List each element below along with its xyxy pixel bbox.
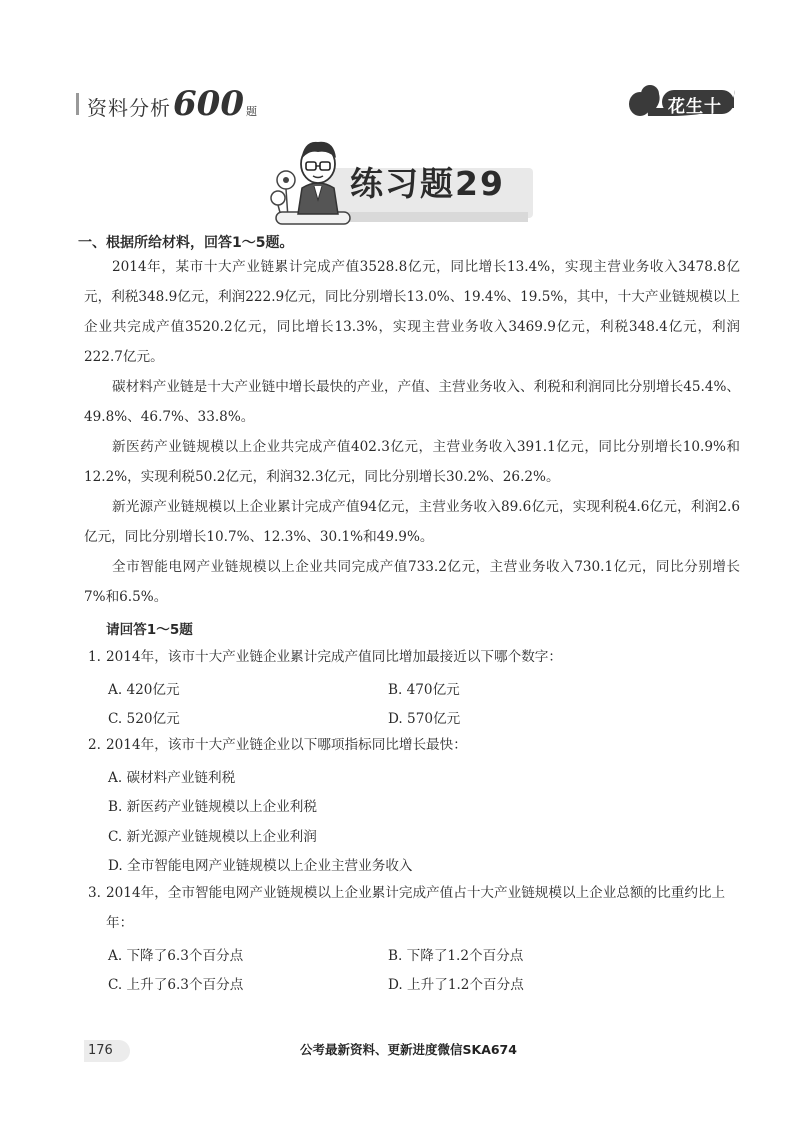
question-3-option-c[interactable]: C. 上升了6.3个百分点	[108, 977, 244, 993]
question-number: 2.	[88, 737, 101, 753]
material-paragraph-3: 新医药产业链规模以上企业共完成产值402.3亿元，主营业务收入391.1亿元，同比分别增长10.9%和12.2%，实现利税50.2亿元，利润32.3亿元，同比分别增长30.2%、26.2%。	[84, 439, 740, 485]
question-3-option-a[interactable]: A. 下降了6.3个百分点	[108, 948, 244, 964]
question-number: 3.	[88, 885, 101, 901]
questions-subheading: 请回答1～5题	[106, 622, 193, 638]
page-number-tab	[70, 1036, 130, 1064]
section-heading: 一、根据所给材料，回答1～5题。	[78, 235, 294, 251]
question-3-option-b[interactable]: B. 下降了1.2个百分点	[388, 948, 524, 964]
question-2-option-d[interactable]: D. 全市智能电网产业链规模以上企业主营业务收入	[108, 858, 413, 874]
book-title-suffix: 题	[245, 105, 257, 118]
material-paragraph-5: 全市智能电网产业链规模以上企业共同完成产值733.2亿元，主营业务收入730.1亿元，同比分别增长7%和6.5%。	[84, 559, 740, 605]
teacher-cartoon-icon	[268, 128, 358, 228]
question-2-option-a[interactable]: A. 碳材料产业链利税	[108, 770, 236, 786]
question-text: 2014年，该市十大产业链企业以下哪项指标同比增长最快：	[106, 737, 467, 753]
material-paragraph-1: 2014年，某市十大产业链累计完成产值3528.8亿元，同比增长13.4%，实现主营业务收入3478.8亿元，利税348.9亿元，利润222.9亿元，同比分别增长13.0%、19.4%、19.5%，其中，十大产业链规模以上企业共完成产值3520.2亿元，同比增长13.3%，实现主营业务收入3469.9亿元，利税348.4亿元，利润222.7亿元。	[84, 259, 740, 365]
question-2-option-b[interactable]: B. 新医药产业链规模以上企业利税	[108, 799, 317, 815]
question-1-option-a[interactable]: A. 420亿元	[108, 682, 180, 698]
title-bar-divider	[76, 93, 79, 115]
footer-note: 公考最新资料、更新进度微信SKA674	[300, 1042, 517, 1057]
material-paragraph-2: 碳材料产业链是十大产业链中增长最快的产业，产值、主营业务收入、利税和利润同比分别增长45.4%、49.8%、46.7%、33.8%。	[84, 379, 740, 425]
exercise-banner	[268, 128, 538, 228]
banner-shadow	[338, 212, 528, 222]
page-number: 176	[88, 1043, 113, 1058]
book-title-number: 600	[173, 84, 244, 124]
question-1-option-b[interactable]: B. 470亿元	[388, 682, 460, 698]
question-text: 2014年，该市十大产业链企业累计完成产值同比增加最接近以下哪个数字：	[106, 649, 562, 665]
question-1	[88, 642, 740, 672]
question-3-option-d[interactable]: D. 上升了1.2个百分点	[388, 977, 524, 993]
question-text: 2014年，全市智能电网产业链规模以上企业累计完成产值占十大产业链规模以上企业总额的比重约比上年：	[106, 885, 726, 931]
material-paragraph-4: 新光源产业链规模以上企业累计完成产值94亿元，主营业务收入89.6亿元，实现利税4.6亿元，利润2.6亿元，同比分别增长10.7%、12.3%、30.1%和49.9%。	[84, 499, 740, 545]
question-2	[88, 730, 740, 760]
question-number: 1.	[88, 649, 101, 665]
brand-logo	[628, 84, 738, 142]
question-2-option-c[interactable]: C. 新光源产业链规模以上企业利润	[108, 829, 317, 845]
book-title	[76, 84, 257, 124]
question-1-option-d[interactable]: D. 570亿元	[388, 711, 461, 727]
brand-name: 花生十三	[668, 97, 722, 142]
exercise-title: 练习题29	[350, 164, 505, 203]
question-1-option-c[interactable]: C. 520亿元	[108, 711, 180, 727]
question-3	[88, 878, 740, 938]
book-title-text: 资料分析	[87, 96, 171, 120]
